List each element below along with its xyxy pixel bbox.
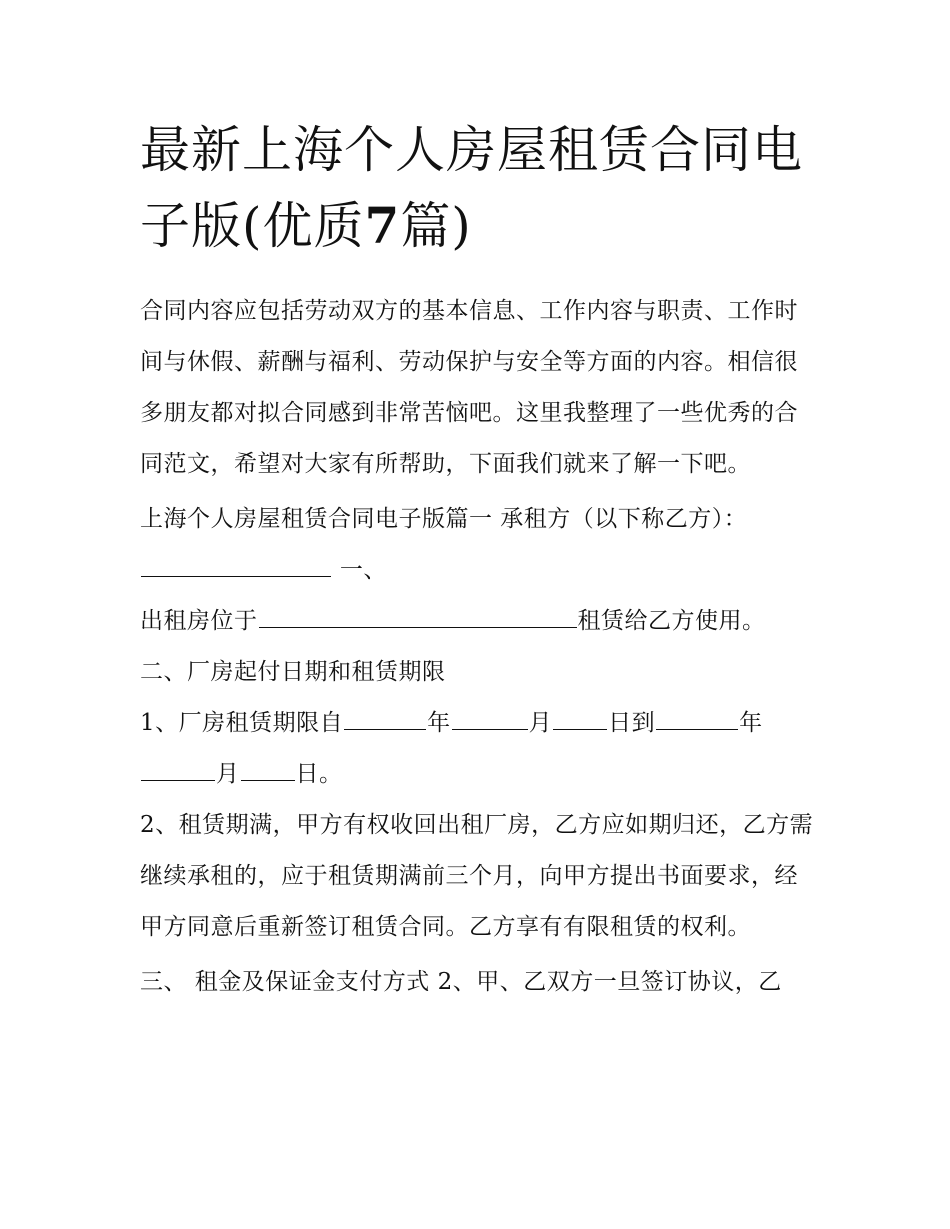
location-prefix: 出租房位于: [140, 608, 258, 634]
intro-paragraph: 合同内容应包括劳动双方的基本信息、工作内容与职责、工作时间与休假、薪酬与福利、劳动保护与安全等方面的内容。相信很多朋友都对拟合同感到非常苦恼吧。这里我整理了一些优秀的合同范文，希望对大家有所帮助，下面我们就来了解一下吧。: [140, 298, 798, 477]
title-line-2a: 子版(优质: [140, 197, 365, 255]
day-end-label: 日。: [295, 761, 343, 787]
section-1-heading: 上海个人房屋租赁合同电子版篇一 承租方（以下称乙方）：: [140, 506, 748, 532]
clause-2-1: [140, 698, 820, 800]
location-line: [140, 596, 820, 647]
title-line-1: 最新上海个人房屋租赁合同电: [140, 121, 803, 179]
day-to-label: 日到: [608, 710, 656, 736]
document-title: [140, 112, 820, 264]
end-month-blank: [141, 760, 215, 781]
start-month-blank: [452, 709, 528, 730]
location-blank: [259, 607, 577, 628]
lessee-blank-line: [140, 545, 820, 596]
clause-1-number: 一、: [339, 557, 387, 583]
start-day-blank: [553, 709, 607, 730]
location-suffix: 租赁给乙方使用。: [577, 608, 766, 634]
month-label-2: 月: [216, 761, 240, 787]
lessee-name-blank: [141, 556, 331, 577]
title-line-2b: 篇): [400, 197, 472, 255]
document-page: [140, 112, 820, 1008]
month-label: 月: [528, 710, 553, 736]
title-line-2-number: 7: [364, 196, 401, 255]
start-year-blank: [344, 709, 426, 730]
end-year-blank: [656, 709, 738, 730]
end-day-blank: [241, 760, 295, 781]
clause-2-heading: 二、厂房起付日期和租赁期限: [140, 659, 446, 685]
year-label-2: 年: [739, 710, 763, 736]
lease-term-prefix: 1、厂房租赁期限自: [140, 710, 344, 736]
clause-3-heading: 三、 租金及保证金支付方式 2、甲、乙双方一旦签订协议，乙: [140, 969, 782, 995]
clause-2-2: 2、租赁期满，甲方有权收回出租厂房，乙方应如期归还，乙方需继续承租的，应于租赁期满前三个月，向甲方提出书面要求，经甲方同意后重新签订租赁合同。乙方享有有限租赁的权利。: [140, 812, 814, 940]
year-label: 年: [427, 710, 451, 736]
